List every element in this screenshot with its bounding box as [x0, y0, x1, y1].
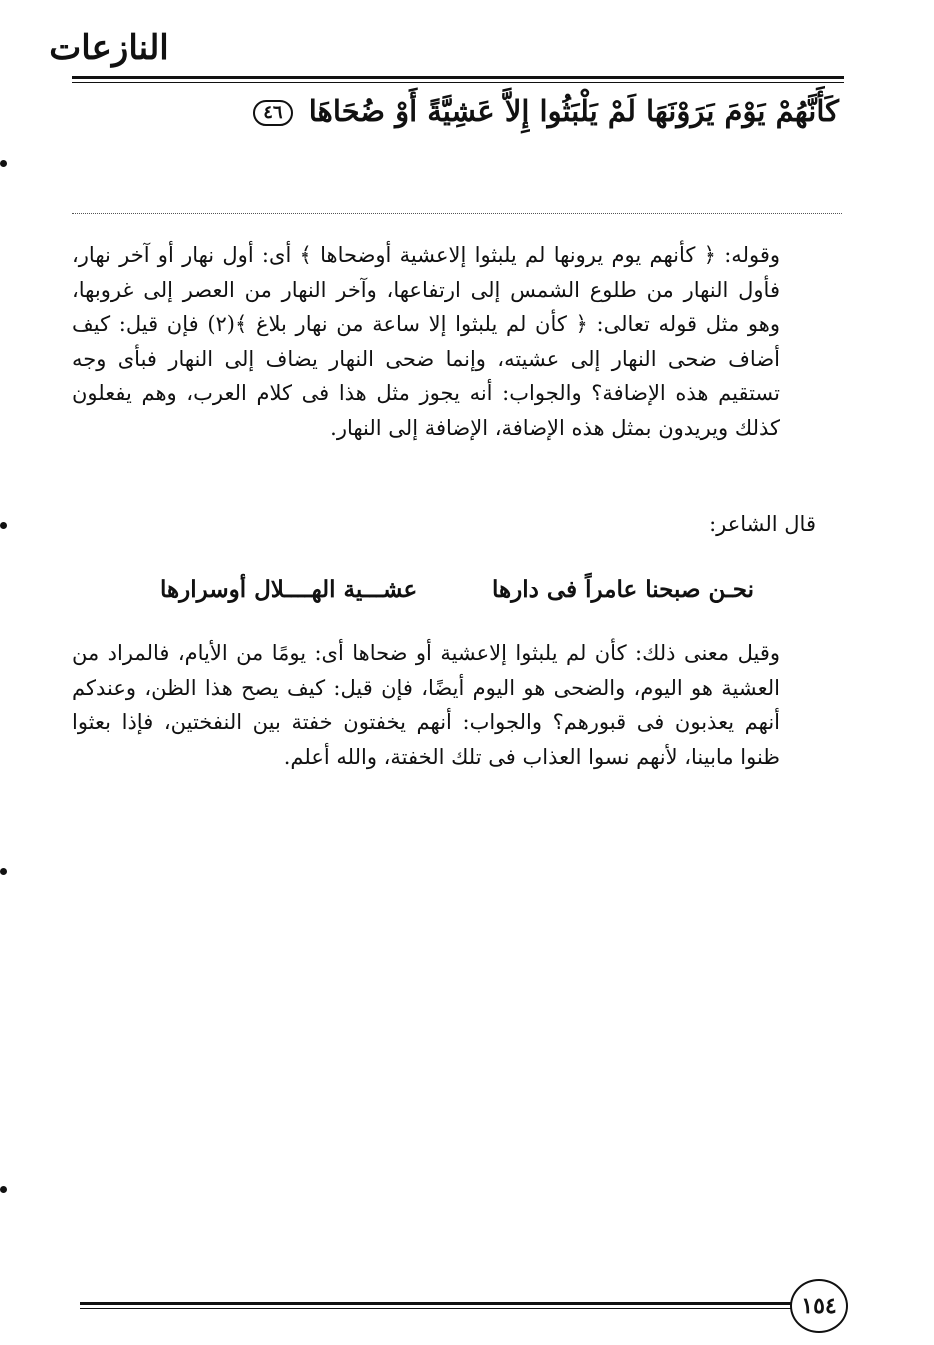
paragraph-commentary-2	[72, 636, 842, 774]
paragraph-text: وقوله: ﴿ كأنهم يوم يرونها لم يلبثوا إلاعشية أوضحاها ﴾ أى: أول نهار أو آخر نهار، فأول النهار من طلوع الشمس إلى ارتفاعها، وآخر النهار من العصر إلى غروبها، وهو مثل قوله تعالى: ﴿ كأن لم يلبثوا إلا ساعة من نهار بلاغ ﴾(٢) فإن قيل: كيف أضاف ضحى النهار إلى عشيته، وإنما ضحى النهار يضاف إلى النهار فبأى وجه تستقيم هذه الإضافة؟ والجواب: أنه يجوز مثل هذا فى كلام العرب، وهم يفعلون كذلك ويريدون بمثل هذه الإضافة، الإضافة إلى النهار.	[72, 243, 780, 440]
header-rule-thin	[72, 82, 844, 83]
verse-line	[263, 88, 839, 134]
poem-hemistich-first: نحـن صبحنا عامراً فى دارها	[492, 576, 754, 603]
poet-label: قال الشاعر:	[709, 512, 816, 536]
header-rule-thick	[72, 76, 844, 79]
poem-hemistich-second: عشـــية الهــــلال أوسرارها	[160, 576, 418, 603]
margin-dot	[0, 160, 7, 167]
footer-rule-thick	[80, 1302, 792, 1305]
surah-title: النازعات	[49, 28, 169, 68]
margin-dot	[0, 1186, 7, 1193]
margin-dot	[0, 868, 7, 875]
page-number: ١٥٤	[790, 1279, 848, 1333]
margin-dot	[0, 522, 7, 529]
footer-rule-thin	[80, 1308, 792, 1309]
verse-number-marker: ٤٦	[253, 100, 292, 126]
paragraph-commentary-1	[72, 238, 842, 445]
verse-text: كَأَنَّهُمْ يَوْمَ يَرَوْنَهَا لَمْ يَلْبَثُوا إِلاَّ عَشِيَّةً أَوْ ضُحَاهَا	[308, 94, 839, 128]
poem-verse	[160, 576, 754, 603]
section-divider	[72, 213, 842, 214]
paragraph-text: وقيل معنى ذلك: كأن لم يلبثوا إلاعشية أو ضحاها أى: يومًا من الأيام، فالمراد من العشية هو اليوم، والضحى هو اليوم أيضًا، فإن قيل: كيف يصح هذا الظن، وعندكم أنهم يعذبون فى قبورهم؟ والجواب: أنهم يخفتون خفتة بين النفختين، فإذا بعثوا ظنوا مابينا، لأنهم نسوا العذاب فى تلك الخفتة، والله أعلم.	[72, 641, 780, 769]
